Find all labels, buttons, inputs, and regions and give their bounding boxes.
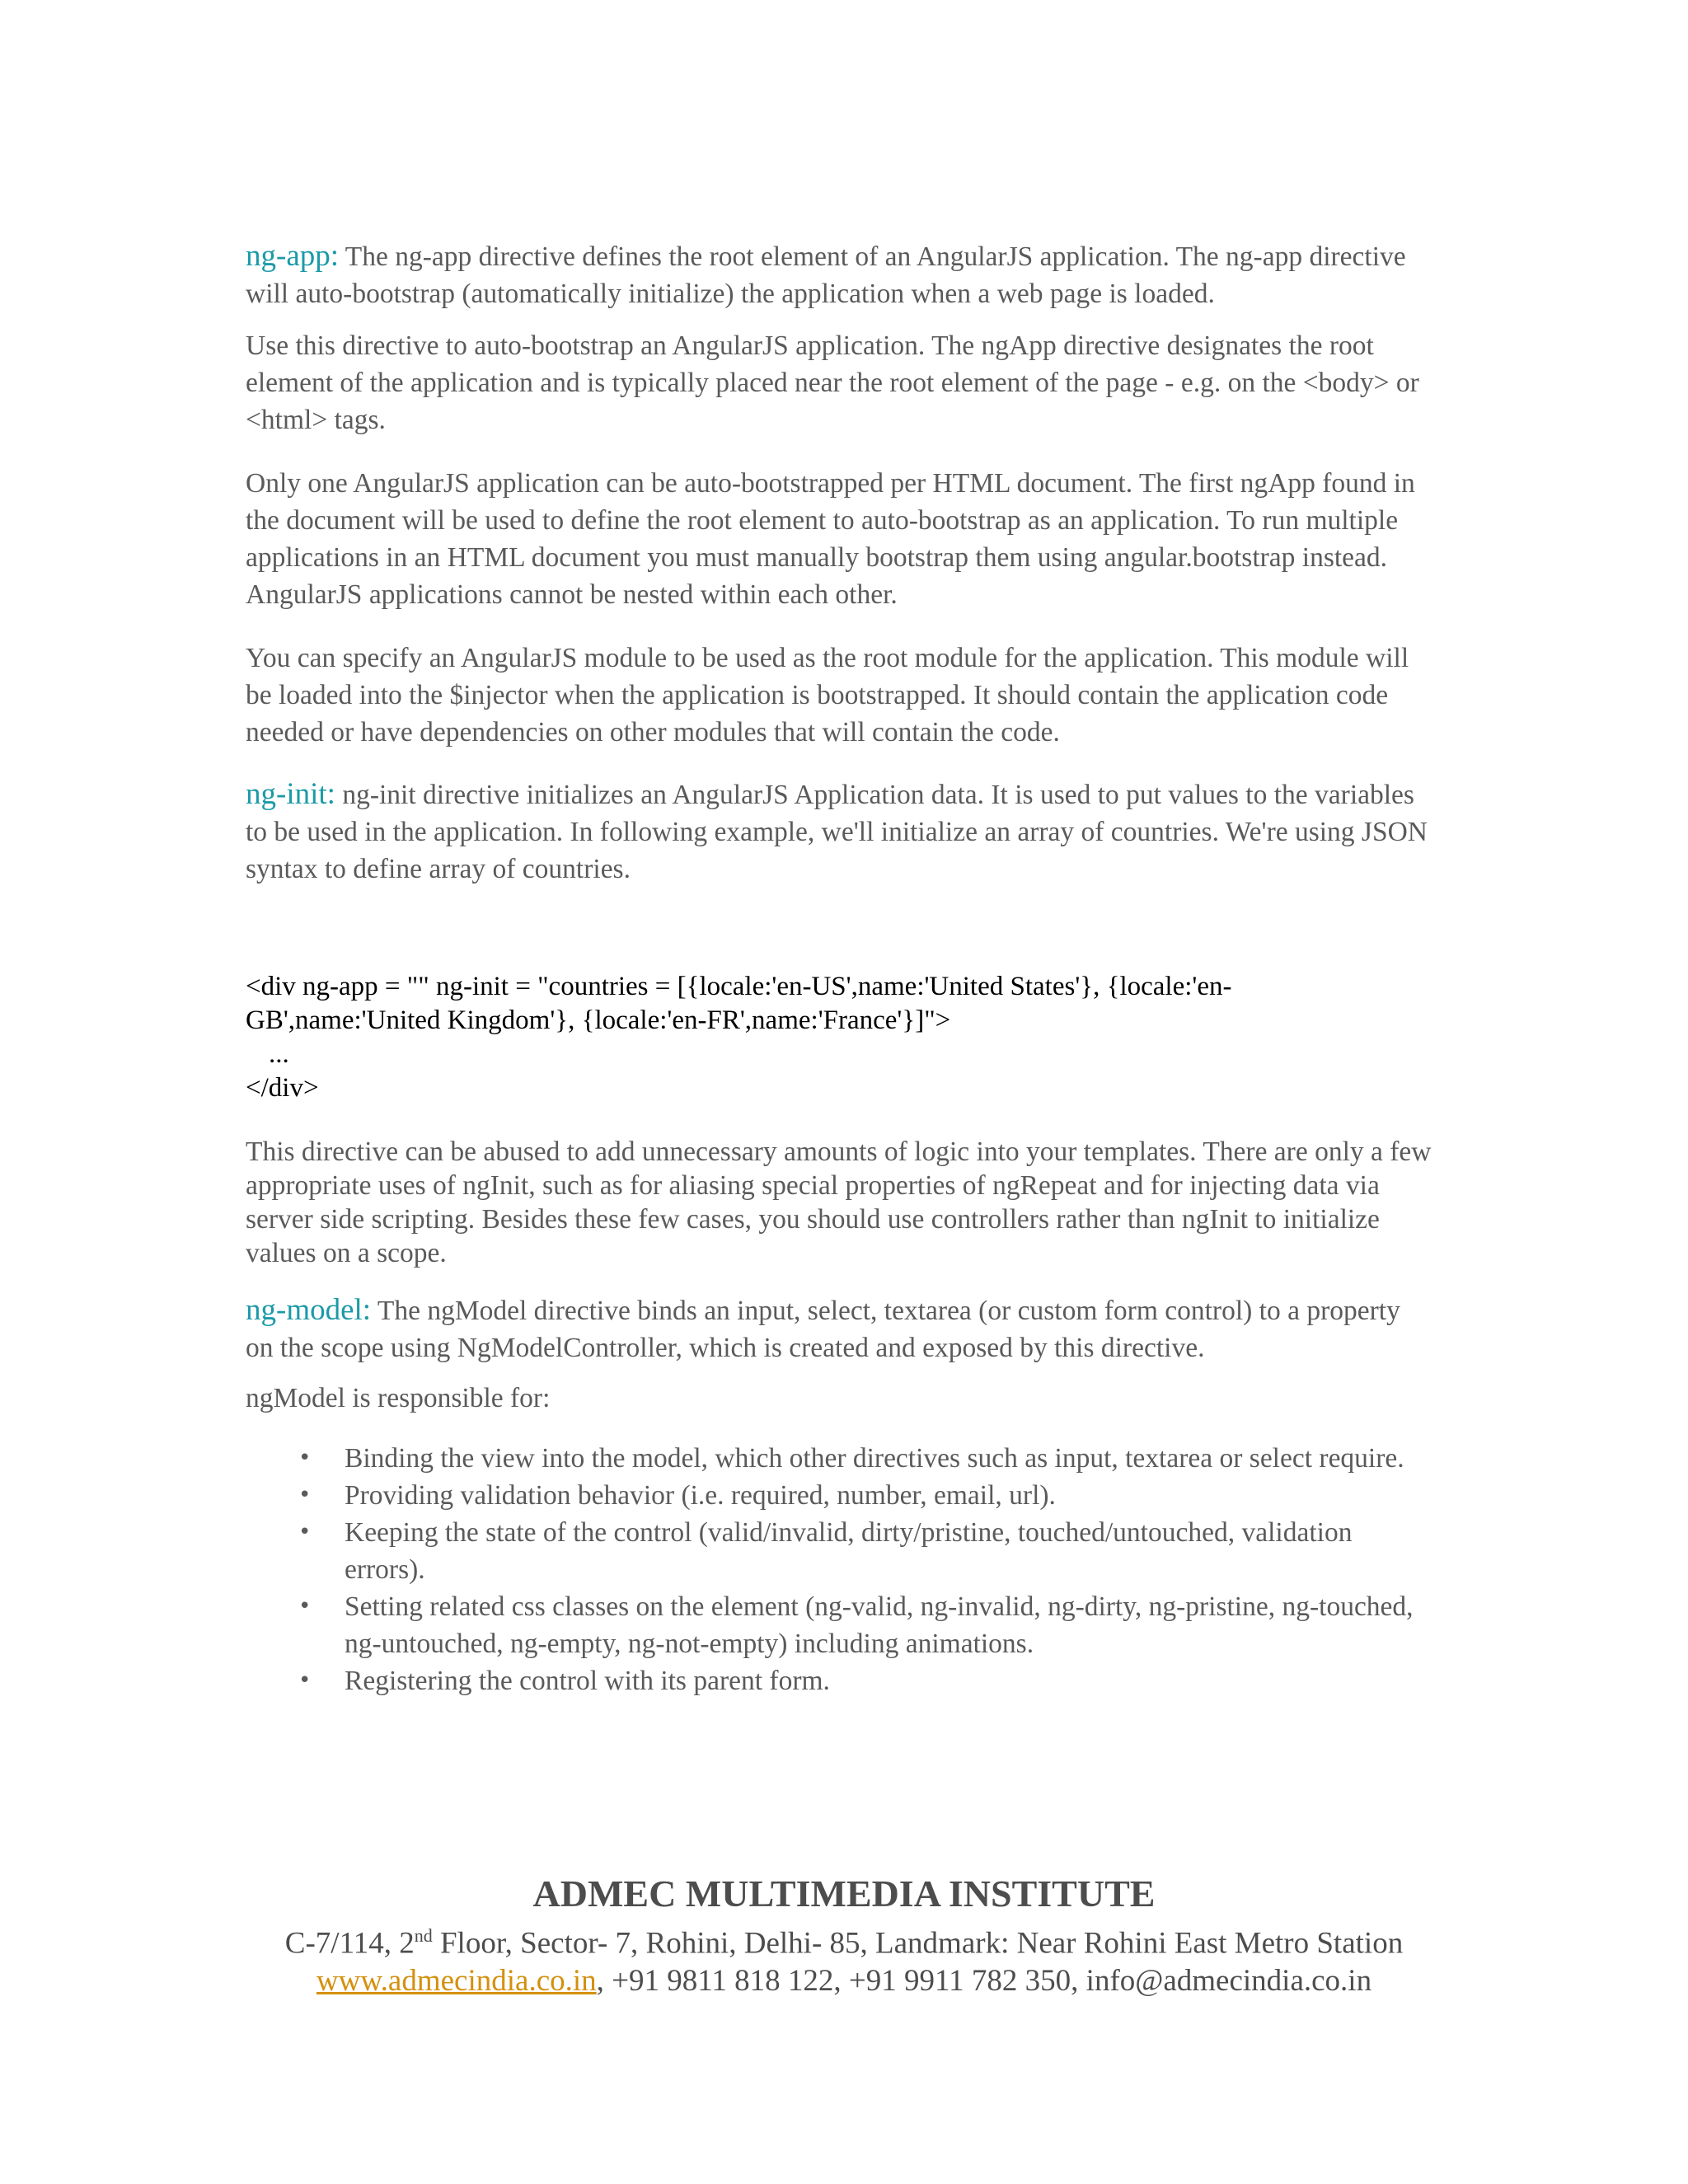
page-footer: [0, 1871, 1688, 2000]
bullet-icon: •: [298, 1483, 312, 1507]
institute-address: C-7/114, 2nd Floor, Sector- 7, Rohini, Delhi- 85, Landmark: Near Rohini East Metro Station: [284, 1925, 1404, 1961]
bullet-icon: •: [298, 1668, 312, 1693]
code-example: [246, 970, 1432, 1105]
code-line: </div>: [246, 1073, 319, 1103]
list-item: • Registering the control with its parent form.: [246, 1662, 1432, 1699]
ng-app-paragraph: [246, 237, 1432, 312]
ng-model-intro: ngModel is responsible for:: [246, 1383, 551, 1413]
ng-app-paragraph-4: You can specify an AngularJS module to be used as the root module for the application. This module will be loaded into the $injector when the application is bootstrapped. It should contain the application code needed or have dependencies on other modules that will contain the code.: [246, 643, 1409, 748]
ng-model-paragraph: [246, 1291, 1432, 1366]
code-line: GB',name:'United Kingdom'}, {locale:'en-FR',name:'France'}]">: [246, 1005, 951, 1035]
ng-app-paragraph-2: Use this directive to auto-bootstrap an AngularJS application. The ngApp directive designates the root element of the application and is typically placed near the root element of the page - e.g. on the <body> or <html> tags.: [246, 330, 1419, 435]
ng-model-term: ng-model:: [246, 1293, 372, 1327]
ng-app-paragraph-3: Only one AngularJS application can be auto-bootstrapped per HTML document. The first ngApp found in the document will be used to define the root element to auto-bootstrap as an application. To run multiple applications in an HTML document you must manually bootstrap them using angular.bootstrap instead. AngularJS applications cannot be nested within each other.: [246, 468, 1415, 610]
bullet-icon: •: [298, 1520, 312, 1544]
list-item: • Binding the view into the model, which other directives such as input, textarea or select require.: [246, 1440, 1432, 1477]
ng-init-term: ng-init:: [246, 777, 335, 811]
code-line: ...: [269, 1039, 289, 1069]
list-item: • Providing validation behavior (i.e. required, number, email, url).: [246, 1477, 1432, 1514]
ng-app-text: The ng-app directive defines the root element of an AngularJS application. The ng-app directive will auto-bootstrap (automatically initialize) the application when a web page is loaded.: [246, 241, 1406, 309]
ng-app-term: ng-app:: [246, 239, 340, 273]
document-page: [246, 237, 1432, 1699]
ng-model-text: The ngModel directive binds an input, select, textarea (or custom form control) to a property on the scope using NgModelController, which is created and exposed by this directive.: [246, 1296, 1400, 1363]
bullet-icon: •: [298, 1446, 312, 1470]
institute-name: ADMEC MULTIMEDIA INSTITUTE: [532, 1872, 1156, 1915]
bullet-icon: •: [298, 1594, 312, 1619]
ng-init-text: ng-init directive initializes an AngularJS Application data. It is used to put values to the variables to be used in the application. In following example, we'll initialize an array of countries. We're using JSON syntax to define array of countries.: [246, 780, 1428, 884]
list-item: • Setting related css classes on the element (ng-valid, ng-invalid, ng-dirty, ng-pristine, ng-touched, ng-untouched, ng-empty, ng-not-empty) including animations.: [246, 1588, 1432, 1662]
ng-init-paragraph: [246, 776, 1432, 888]
website-link[interactable]: www.admecindia.co.in: [316, 1964, 597, 1999]
ng-model-bullet-list: [246, 1440, 1432, 1699]
institute-contact: www.admecindia.co.in, +91 9811 818 122, +91 9911 782 350, info@admecindia.co.in: [316, 1964, 1372, 1999]
list-item: • Keeping the state of the control (valid/invalid, dirty/pristine, touched/untouched, validation errors).: [246, 1514, 1432, 1588]
code-line: <div ng-app = "" ng-init = "countries = [{locale:'en-US',name:'United States'}, {locale:'en-: [246, 972, 1232, 1001]
ng-init-paragraph-2: This directive can be abused to add unnecessary amounts of logic into your templates. There are only a few appropriate uses of ngInit, such as for aliasing special properties of ngRepeat and for injecting data via server side scripting. Besides these few cases, you should use controllers rather than ngInit to initialize values on a scope.: [246, 1137, 1432, 1268]
